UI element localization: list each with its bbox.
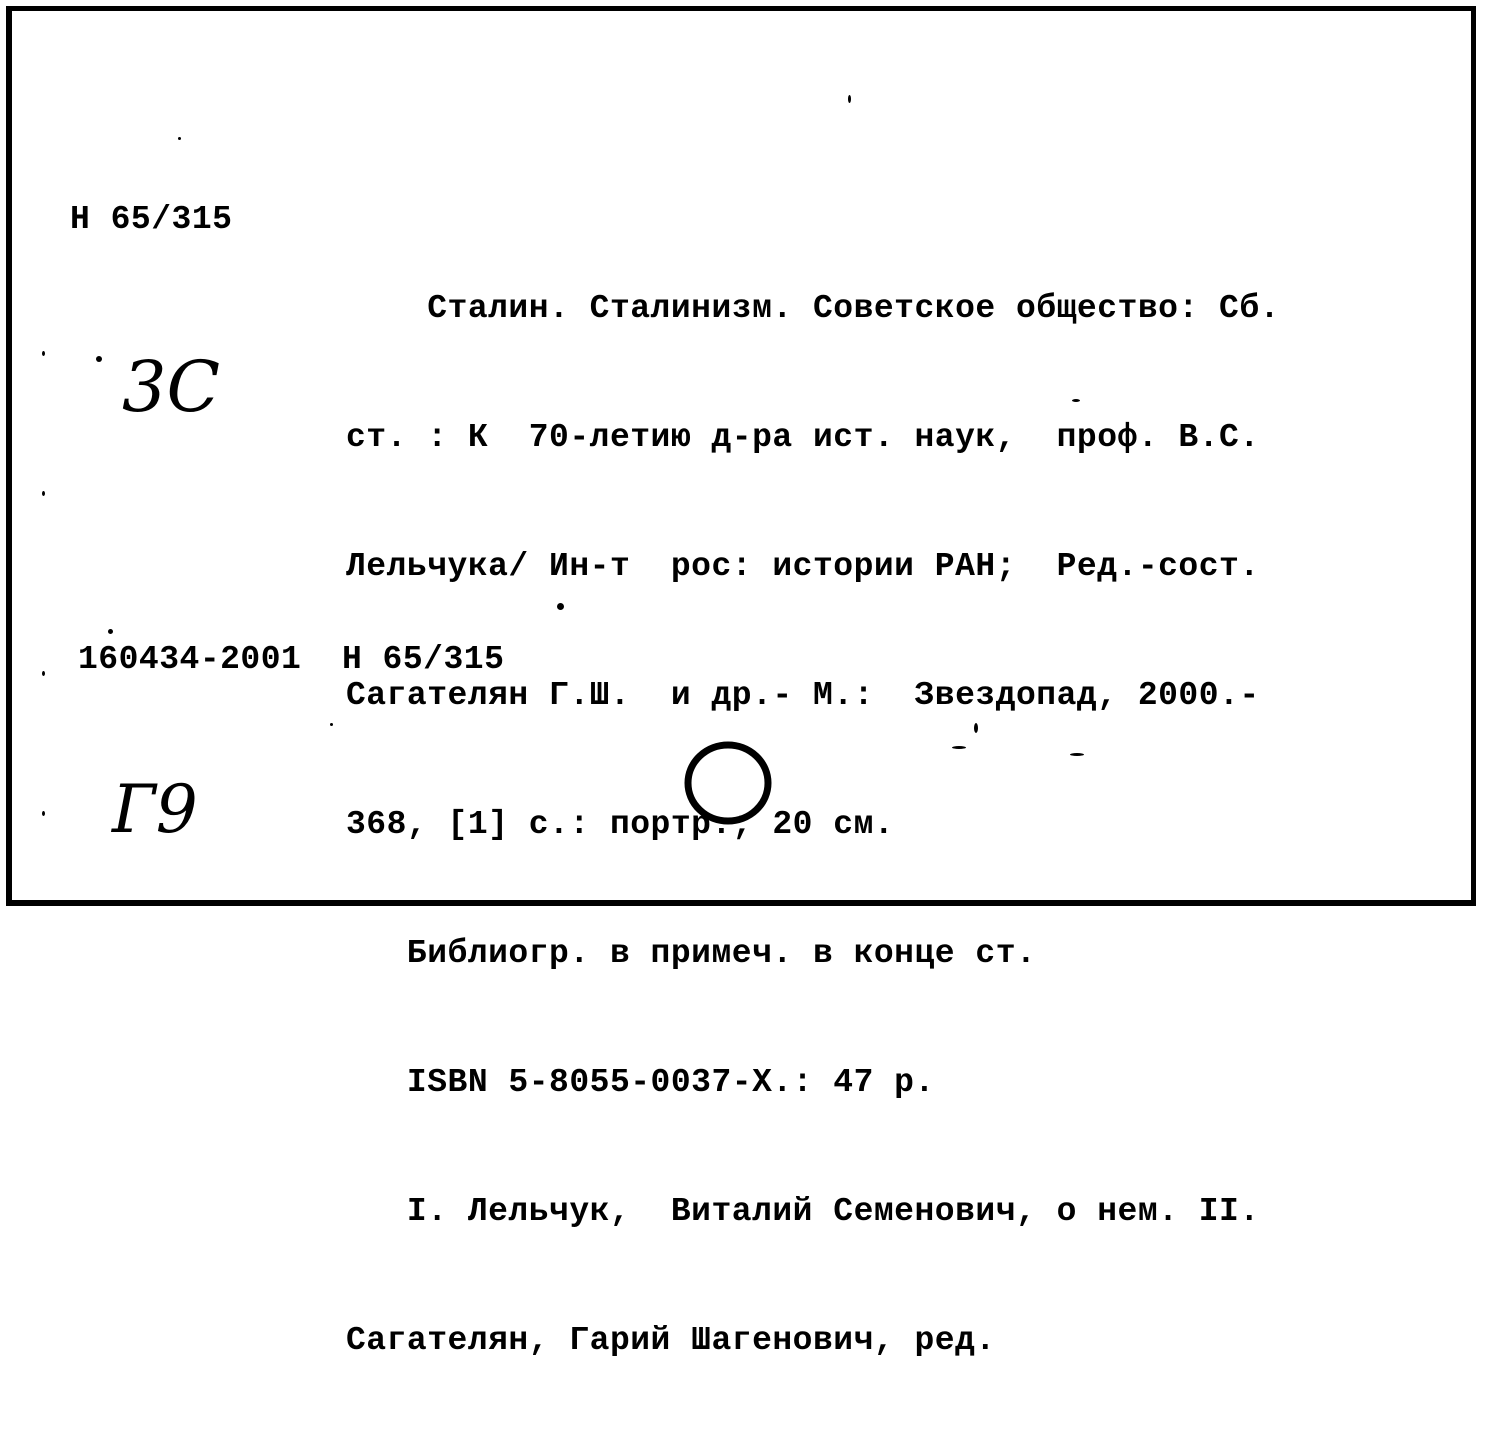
scan-speck — [178, 137, 181, 140]
scan-speck — [42, 491, 45, 496]
scan-speck — [557, 603, 564, 610]
handwritten-mark-bottom: Г9 — [112, 771, 198, 848]
catalog-card — [6, 6, 1476, 1359]
scan-speck — [952, 746, 966, 749]
scan-speck — [330, 723, 333, 726]
bibliographic-entry — [346, 201, 1451, 1448]
entry-line: Сталин. Сталинизм. Советское общество: Сб. — [346, 290, 1280, 327]
scan-speck — [1070, 753, 1084, 756]
entry-line: Сагателян, Гарий Шагенович, ред. — [346, 1322, 996, 1359]
entry-line: Лельчука/ Ин-т рос: истории РАН; Ред.-сост. — [346, 548, 1260, 585]
punch-hole-icon — [684, 739, 784, 839]
scan-speck — [96, 356, 102, 362]
entry-line: ст. : К 70-летию д-ра ист. наук, проф. В.С. — [346, 419, 1260, 456]
entry-line: I. Лельчук, Виталий Семенович, о нем. II. — [346, 1193, 1260, 1230]
entry-line: Библиогр. в примеч. в конце ст. — [346, 935, 1037, 972]
scan-speck — [42, 671, 45, 676]
scan-speck — [108, 629, 113, 634]
entry-line: Сагателян Г.Ш. и др.- М.: Звездопад, 2000.- — [346, 677, 1260, 714]
handwritten-mark-top: 3С — [122, 346, 221, 428]
accession-number: 160434-2001 Н 65/315 — [78, 641, 505, 678]
entry-line: ISBN 5-8055-0037-X.: 47 р. — [346, 1064, 935, 1101]
scan-speck — [1072, 399, 1080, 402]
scan-speck — [42, 811, 45, 816]
scan-speck — [974, 723, 978, 733]
scan-speck — [42, 351, 45, 356]
entry-line: 368, [1] с.: портр.; 20 см. — [346, 806, 895, 843]
shelfmark: Н 65/315 — [70, 201, 233, 238]
scan-speck — [848, 95, 851, 103]
